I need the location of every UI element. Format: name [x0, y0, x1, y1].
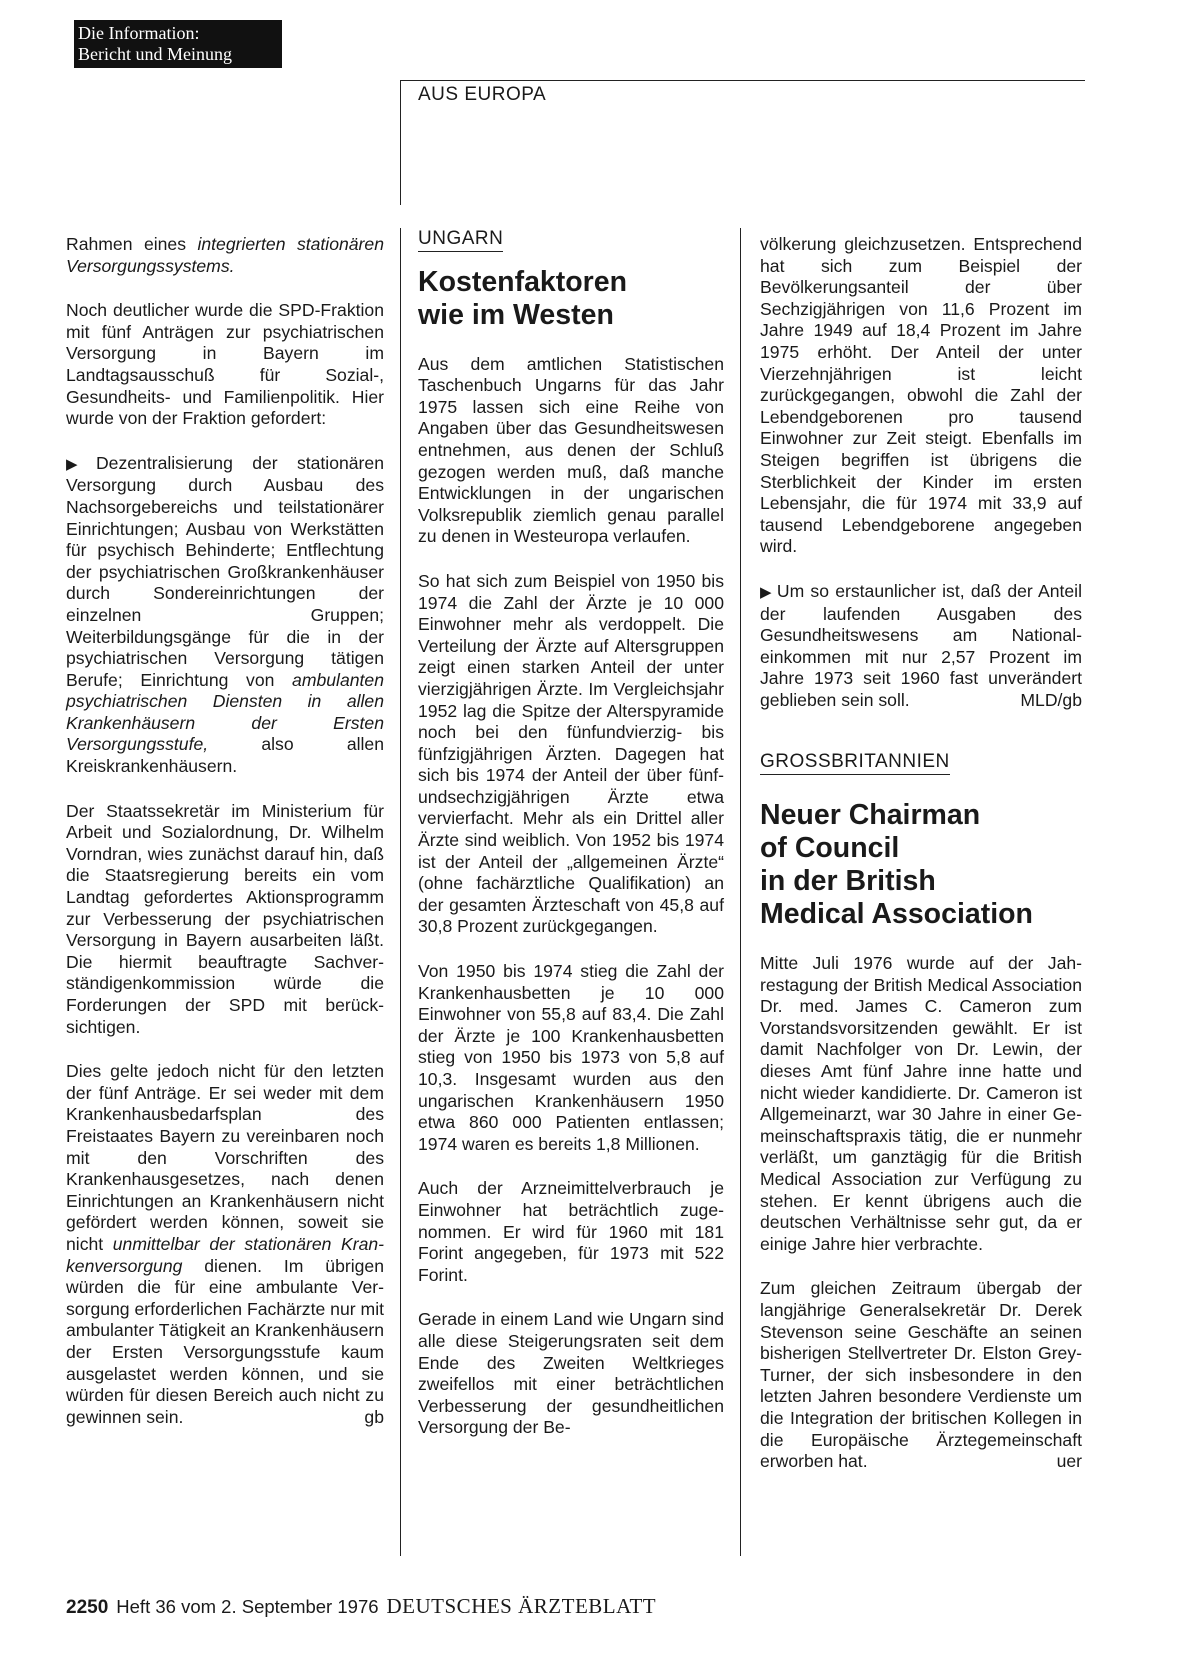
col3-paragraph-3: Mitte Juli 1976 wurde auf der Jahrestagung der British Medical Association Dr. med. James C. Cameron zum Vorstandsvorsitzenden gewählt. Er ist damit Nachfolger von Dr. Lewin, der dieses Amt fünf Jahre inne hatte und nicht wieder kandidierte. Dr. Cameron ist Allgemeinarzt, war 30 Jahre in einer Gemeinschaftspraxis tätig, die er nunmehr verläßt, um ganztägig für die British Medical Association zur Verfügung zu stehen. Er kennt übrigens auch die deutschen Verhältnisse sehr gut, da er einige Jahre hier verbrachte.: [760, 953, 1082, 1254]
col1-paragraph-5: Dies gelte jedoch nicht für den letzten der fünf Anträge. Er sei weder mit dem Krankenhausbedarfsplan des Freistaates Bayern zu vereinbaren noch mit den Vorschriften des Krankenhausgesetzes, nach denen Einrichtungen an Krankenhäusern nicht gefördert werden können, soweit sie nicht unmittelbar der stationären Krankenversorgung dienen. Im übrigen würden die für eine ambulante Versorgung erforderlichen Fachärzte nur mit ambulanter Tätigkeit an Krankenhäusern der Ersten Versorgungsstufe kaum ausgelastet werden können, und sie würden für diesen Bereich auch nicht zu gewinnen sein. gb: [66, 1061, 384, 1427]
column-middle: [418, 228, 724, 1439]
rubric-box: [74, 20, 282, 68]
author-signature: MLD/gb: [1020, 689, 1082, 710]
triangle-right-icon: ▶: [760, 583, 773, 601]
column-right: [760, 234, 1082, 1473]
col1-paragraph-1: Rahmen eines integrierten stationären Versorgungssystems.: [66, 234, 384, 276]
article-headline-britain: Neuer Chairman of Council in der British Medical Association: [760, 799, 1033, 931]
col1-paragraph-4: Der Staatssekretär im Ministerium für Arbeit und Sozialordnung, Dr. Wilhelm Vorndran, wies zunächst darauf hin, daß die Staatsregierung bereits ein vom Landtag gefordertes Aktionsprogramm zur Verbesserung der psychiatrischen Versorgung in Bayern ausarbeiten läßt. Die hiermit beauftragte Sachverständigenkommission würde die Forderungen der SPD mit berücksichtigen.: [66, 800, 384, 1037]
col2-paragraph-4: Auch der Arzneimittelverbrauch je Einwohner hat beträchtlich zugenommen. Er wird für 1960 mit 181 Forint angegeben, für 1973 mit 522 Forint.: [418, 1178, 724, 1285]
page-number: 2250: [66, 1597, 109, 1618]
col3-paragraph-1: völkerung gleichzusetzen. Entsprechend hat sich zum Beispiel der Bevölkerungsanteil der über Sechzigjährigen von 11,6 Prozent im Jahre 1949 auf 18,4 Prozent im Jahre 1975 erhöht. Der Anteil der unter Vierzehnjährigen ist leicht zurückgegangen, obwohl die Zahl der Lebendgeborenen pro tausend Einwohner zur Zeit steigt. Ebenfalls im Steigen begriffen ist übrigens die Sterblichkeit der Kinder im ersten Lebensjahr, die für 1974 mit 33,9 auf tausend Lebendgeborene angegeben wird.: [760, 234, 1082, 557]
col2-paragraph-3: Von 1950 bis 1974 stieg die Zahl der Krankenhausbetten je 10 000 Einwohner von 55,8 auf 83,4. Die Zahl der Ärzte je 100 Krankenhausbetten stieg von 1950 bis 1973 von 5,8 auf 10,3. Insgesamt wurden aus den ungarischen Krankenhäusern 1950 etwa 860 000 Patienten entlassen; 1974 waren es bereits 1,8 Millionen.: [418, 961, 724, 1154]
triangle-right-icon: ▶: [66, 455, 92, 473]
issue-info: Heft 36 vom 2. September 1976: [116, 1596, 379, 1617]
journal-name: DEUTSCHES ÄRZTEBLATT: [386, 1594, 657, 1618]
column-divider-top: [400, 80, 401, 205]
page-footer: [66, 1594, 656, 1619]
col3-paragraph-4: Zum gleichen Zeitraum übergab der langjährige Generalsekretär Dr. Derek Stevenson seine Geschäfte an seinen bisherigen Stellvertreter Dr. Elston Grey-Turner, der sich insbesondere in den letzten Jahren besondere Verdienste um die Integration der britischen Kollegen in die Europäische Ärztegemeinschaft erworben hat. uer: [760, 1278, 1082, 1472]
article-headline-hungary: Kostenfaktoren wie im Westen: [418, 265, 628, 331]
country-heading-britain: GROSSBRITANNIEN: [760, 751, 950, 775]
rubric-line-2: Bericht und Meinung: [78, 44, 232, 64]
country-heading-hungary: UNGARN: [418, 228, 503, 252]
col2-paragraph-5: Gerade in einem Land wie Ungarn sind alle diese Steigerungsraten seit dem Ende des Zweiten Weltkrieges zweifellos mit einer beträchtlichen Verbesserung der gesundheitlichen Versorgung der Be-: [418, 1309, 724, 1438]
rubric-line-1: Die Information:: [78, 23, 200, 43]
column-left: [66, 234, 384, 1428]
col2-paragraph-1: Aus dem amtlichen Statistischen Taschenbuch Ungarns für das Jahr 1975 lassen sich eine Reihe von Angaben über das Gesundheitswesen entnehmen, aus denen der Schluß gezogen werden muß, daß manche Entwicklungen in der ungarischen Volksrepublik ziemlich genau parallel zu denen in Westeuropa verlaufen.: [418, 353, 724, 547]
col3-paragraph-2: ▶ Um so erstaunlicher ist, daß der Anteil der laufenden Ausgaben des Gesundheitswesens am Nationaleinkommen mit nur 2,57 Prozent im Jahre 1973 seit 1960 fast unverändert geblieben sein soll. MLD/gb: [760, 580, 1082, 710]
section-rule: [400, 80, 1085, 81]
col1-paragraph-2: Noch deutlicher wurde die SPD-Fraktion mit fünf Anträgen zur psychiatrischen Versorgung in Bayern im Landtagsausschuß für Sozial-, Gesundheits- und Familienpolitik. Hier wurde von der Fraktion gefordert:: [66, 300, 384, 429]
col1-paragraph-3: ▶ Dezentralisierung der stationären Versorgung durch Ausbau des Nachsorgebereichs und teilstationärer Einrichtungen; Ausbau von Werkstätten für psychisch Behinderte; Entflechtung der psychiatrischen Großkrankenhäuser durch Sondereinrichtungen der einzelnen Gruppen; Weiterbildungsgänge für die in der psychiatrischen Versorgung tätigen Berufe; Einrichtung von ambulanten psychiatrischen Diensten in allen Krankenhäusern der Ersten Versorgungsstufe, also allen Kreiskrankenhäusern.: [66, 452, 384, 777]
column-divider-left: [400, 228, 401, 1556]
column-divider-right: [740, 228, 741, 1556]
col2-paragraph-2: So hat sich zum Beispiel von 1950 bis 1974 die Zahl der Ärzte je 10 000 Einwohner mehr als verdoppelt. Die Verteilung der Ärzte auf Altersgruppen zeigt einen starken Anteil der unter vierzigjährigen Ärzte. Im Vergleichsjahr 1952 lag die Spitze der Alterspyramide noch bei den fünfundvierzig- bis fünfzigjährigen Ärzten. Dagegen hat sich bis 1974 der Anteil der über fünfundsechzigjährigen Ärzte etwa vervierfacht. Mehr als ein Drittel aller Ärzte sind weiblich. Von 1952 bis 1974 ist der Anteil der „allgemeinen Ärzte“ (ohne fachärztliche Qualifikation) an der gesamten Ärzteschaft von 45,8 auf 30,8 Prozent zurückgegangen.: [418, 570, 724, 937]
author-signature: gb: [364, 1406, 384, 1427]
section-label: AUS EUROPA: [418, 84, 547, 105]
author-signature: uer: [1056, 1451, 1082, 1472]
